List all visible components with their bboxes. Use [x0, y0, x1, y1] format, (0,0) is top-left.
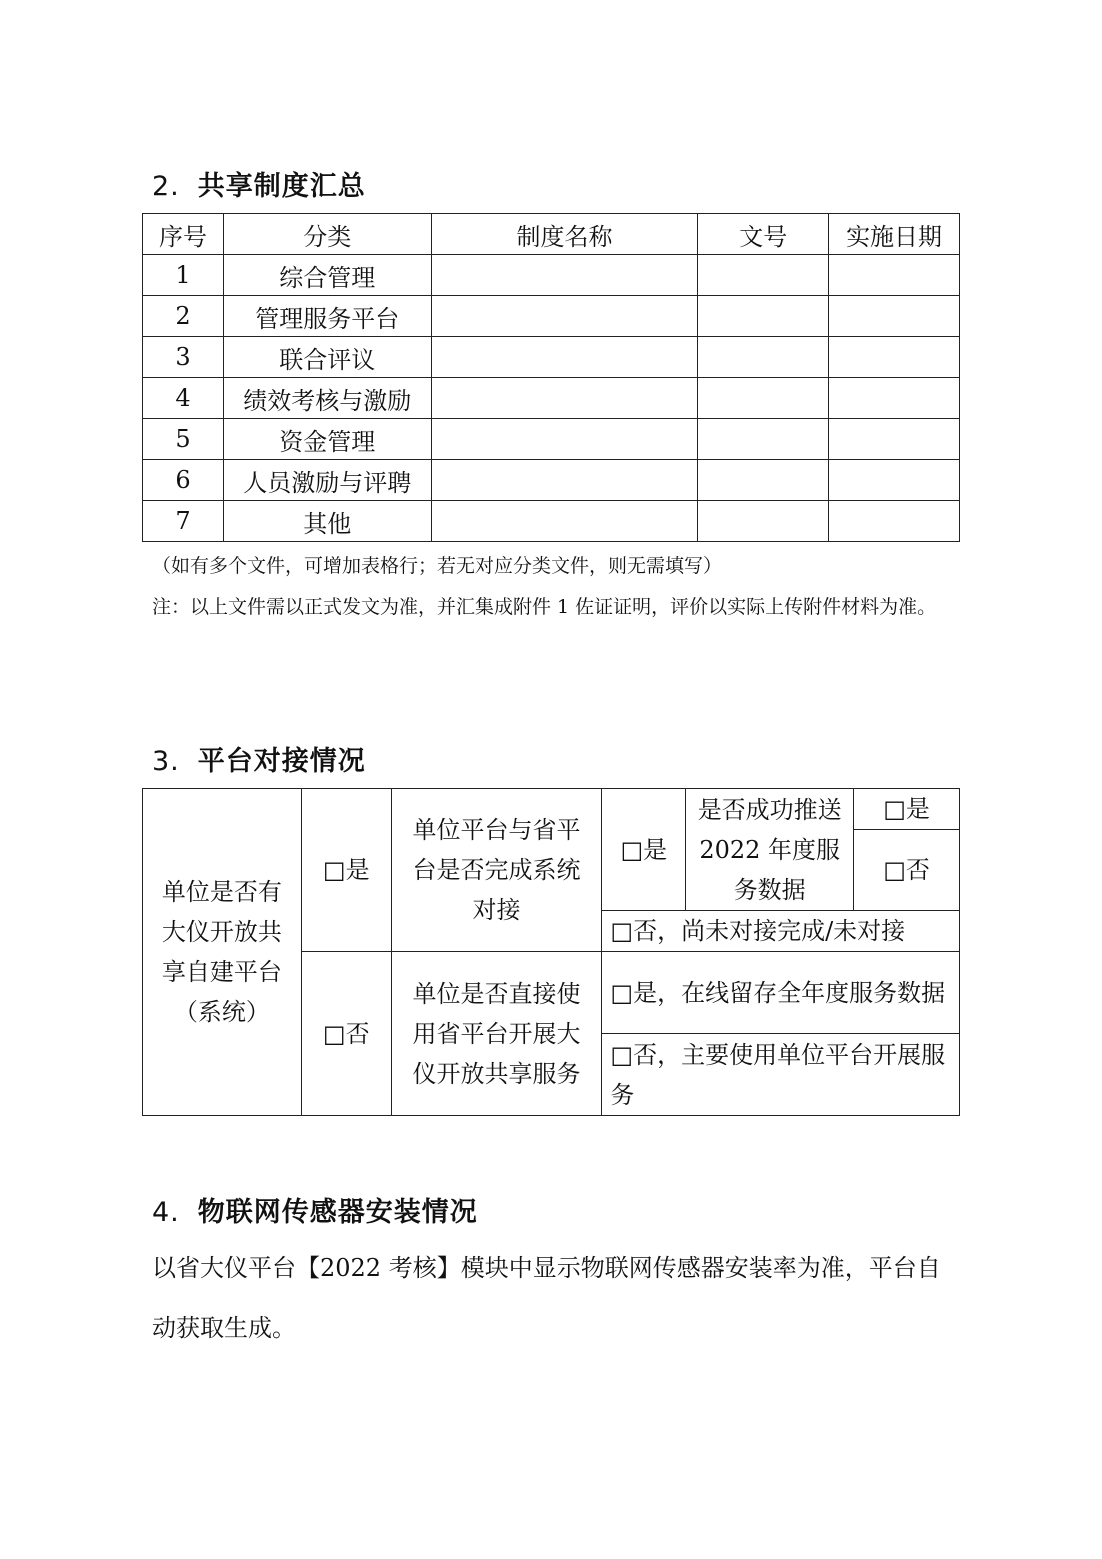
question-own-platform: 单位是否有大仪开放共享自建平台（系统）	[143, 789, 302, 1116]
cell-doc-no[interactable]	[698, 419, 829, 460]
table-row	[143, 419, 960, 460]
header-category: 分类	[223, 214, 431, 255]
cell-date[interactable]	[829, 460, 960, 501]
cell-name[interactable]	[431, 255, 698, 296]
row-category: 联合评议	[223, 337, 431, 378]
cell-name[interactable]	[431, 378, 698, 419]
cell-name[interactable]	[431, 419, 698, 460]
row-category: 其他	[223, 501, 431, 542]
checkbox-direct-yes[interactable]: □是，在线留存全年度服务数据	[602, 952, 960, 1034]
section-title: 共享制度汇总	[197, 171, 366, 202]
checkbox-own-platform-yes[interactable]: □是	[301, 789, 391, 952]
header-doc-no: 文号	[698, 214, 829, 255]
row-category: 人员激励与评聘	[223, 460, 431, 501]
header-name: 制度名称	[431, 214, 698, 255]
table-row	[143, 296, 960, 337]
question-docking: 单位平台与省平台是否完成系统对接	[391, 789, 602, 952]
checkbox-push-yes[interactable]: □是	[854, 789, 960, 830]
row-no: 5	[143, 419, 224, 460]
cell-doc-no[interactable]	[698, 255, 829, 296]
section-3-heading	[152, 739, 366, 778]
row-no: 4	[143, 378, 224, 419]
table-row	[143, 255, 960, 296]
header-no: 序号	[143, 214, 224, 255]
row-category: 管理服务平台	[223, 296, 431, 337]
table-row	[143, 378, 960, 419]
cell-date[interactable]	[829, 337, 960, 378]
cell-doc-no[interactable]	[698, 460, 829, 501]
platform-docking-table	[142, 788, 960, 1116]
table-row	[143, 337, 960, 378]
cell-date[interactable]	[829, 296, 960, 337]
row-category: 资金管理	[223, 419, 431, 460]
section-4-heading	[152, 1190, 478, 1229]
sensor-description: 以省大仪平台【2022 考核】模块中显示物联网传感器安装率为准，平台自动获取生成。	[152, 1254, 941, 1342]
table-header-row	[143, 214, 960, 255]
checkbox-own-platform-no[interactable]: □否	[301, 952, 391, 1116]
attachment-note: 注：以上文件需以正式发文为准，并汇集成附件 1 佐证证明，评价以实际上传附件材料为准。	[152, 596, 937, 618]
table-row	[143, 501, 960, 542]
cell-doc-no[interactable]	[698, 501, 829, 542]
section-number: 2.	[152, 171, 180, 202]
row-no: 2	[143, 296, 224, 337]
row-no: 6	[143, 460, 224, 501]
question-push-data: 是否成功推送 2022 年度服务数据	[686, 789, 854, 911]
question-direct-use: 单位是否直接使用省平台开展大仪开放共享服务	[391, 952, 602, 1116]
cell-name[interactable]	[431, 296, 698, 337]
cell-name[interactable]	[431, 501, 698, 542]
section-number: 3.	[152, 746, 180, 777]
checkbox-direct-no[interactable]: □否，主要使用单位平台开展服务	[602, 1034, 960, 1116]
institution-summary-table	[142, 213, 960, 542]
section-2-heading	[152, 164, 366, 203]
row-no: 3	[143, 337, 224, 378]
header-date: 实施日期	[829, 214, 960, 255]
row-category: 综合管理	[223, 255, 431, 296]
cell-doc-no[interactable]	[698, 378, 829, 419]
cell-date[interactable]	[829, 255, 960, 296]
cell-date[interactable]	[829, 419, 960, 460]
checkbox-docking-yes[interactable]: □是	[602, 789, 686, 911]
table-hint-note: （如有多个文件，可增加表格行；若无对应分类文件，则无需填写）	[152, 555, 723, 577]
cell-date[interactable]	[829, 378, 960, 419]
section-title: 物联网传感器安装情况	[197, 1197, 478, 1228]
table-row	[143, 460, 960, 501]
section-title: 平台对接情况	[197, 746, 366, 777]
checkbox-docking-no[interactable]: □否，尚未对接完成/未对接	[602, 911, 960, 952]
row-category: 绩效考核与激励	[223, 378, 431, 419]
row-no: 1	[143, 255, 224, 296]
cell-doc-no[interactable]	[698, 296, 829, 337]
row-no: 7	[143, 501, 224, 542]
cell-name[interactable]	[431, 337, 698, 378]
cell-name[interactable]	[431, 460, 698, 501]
cell-date[interactable]	[829, 501, 960, 542]
checkbox-push-no[interactable]: □否	[854, 830, 960, 911]
section-number: 4.	[152, 1197, 180, 1228]
cell-doc-no[interactable]	[698, 337, 829, 378]
